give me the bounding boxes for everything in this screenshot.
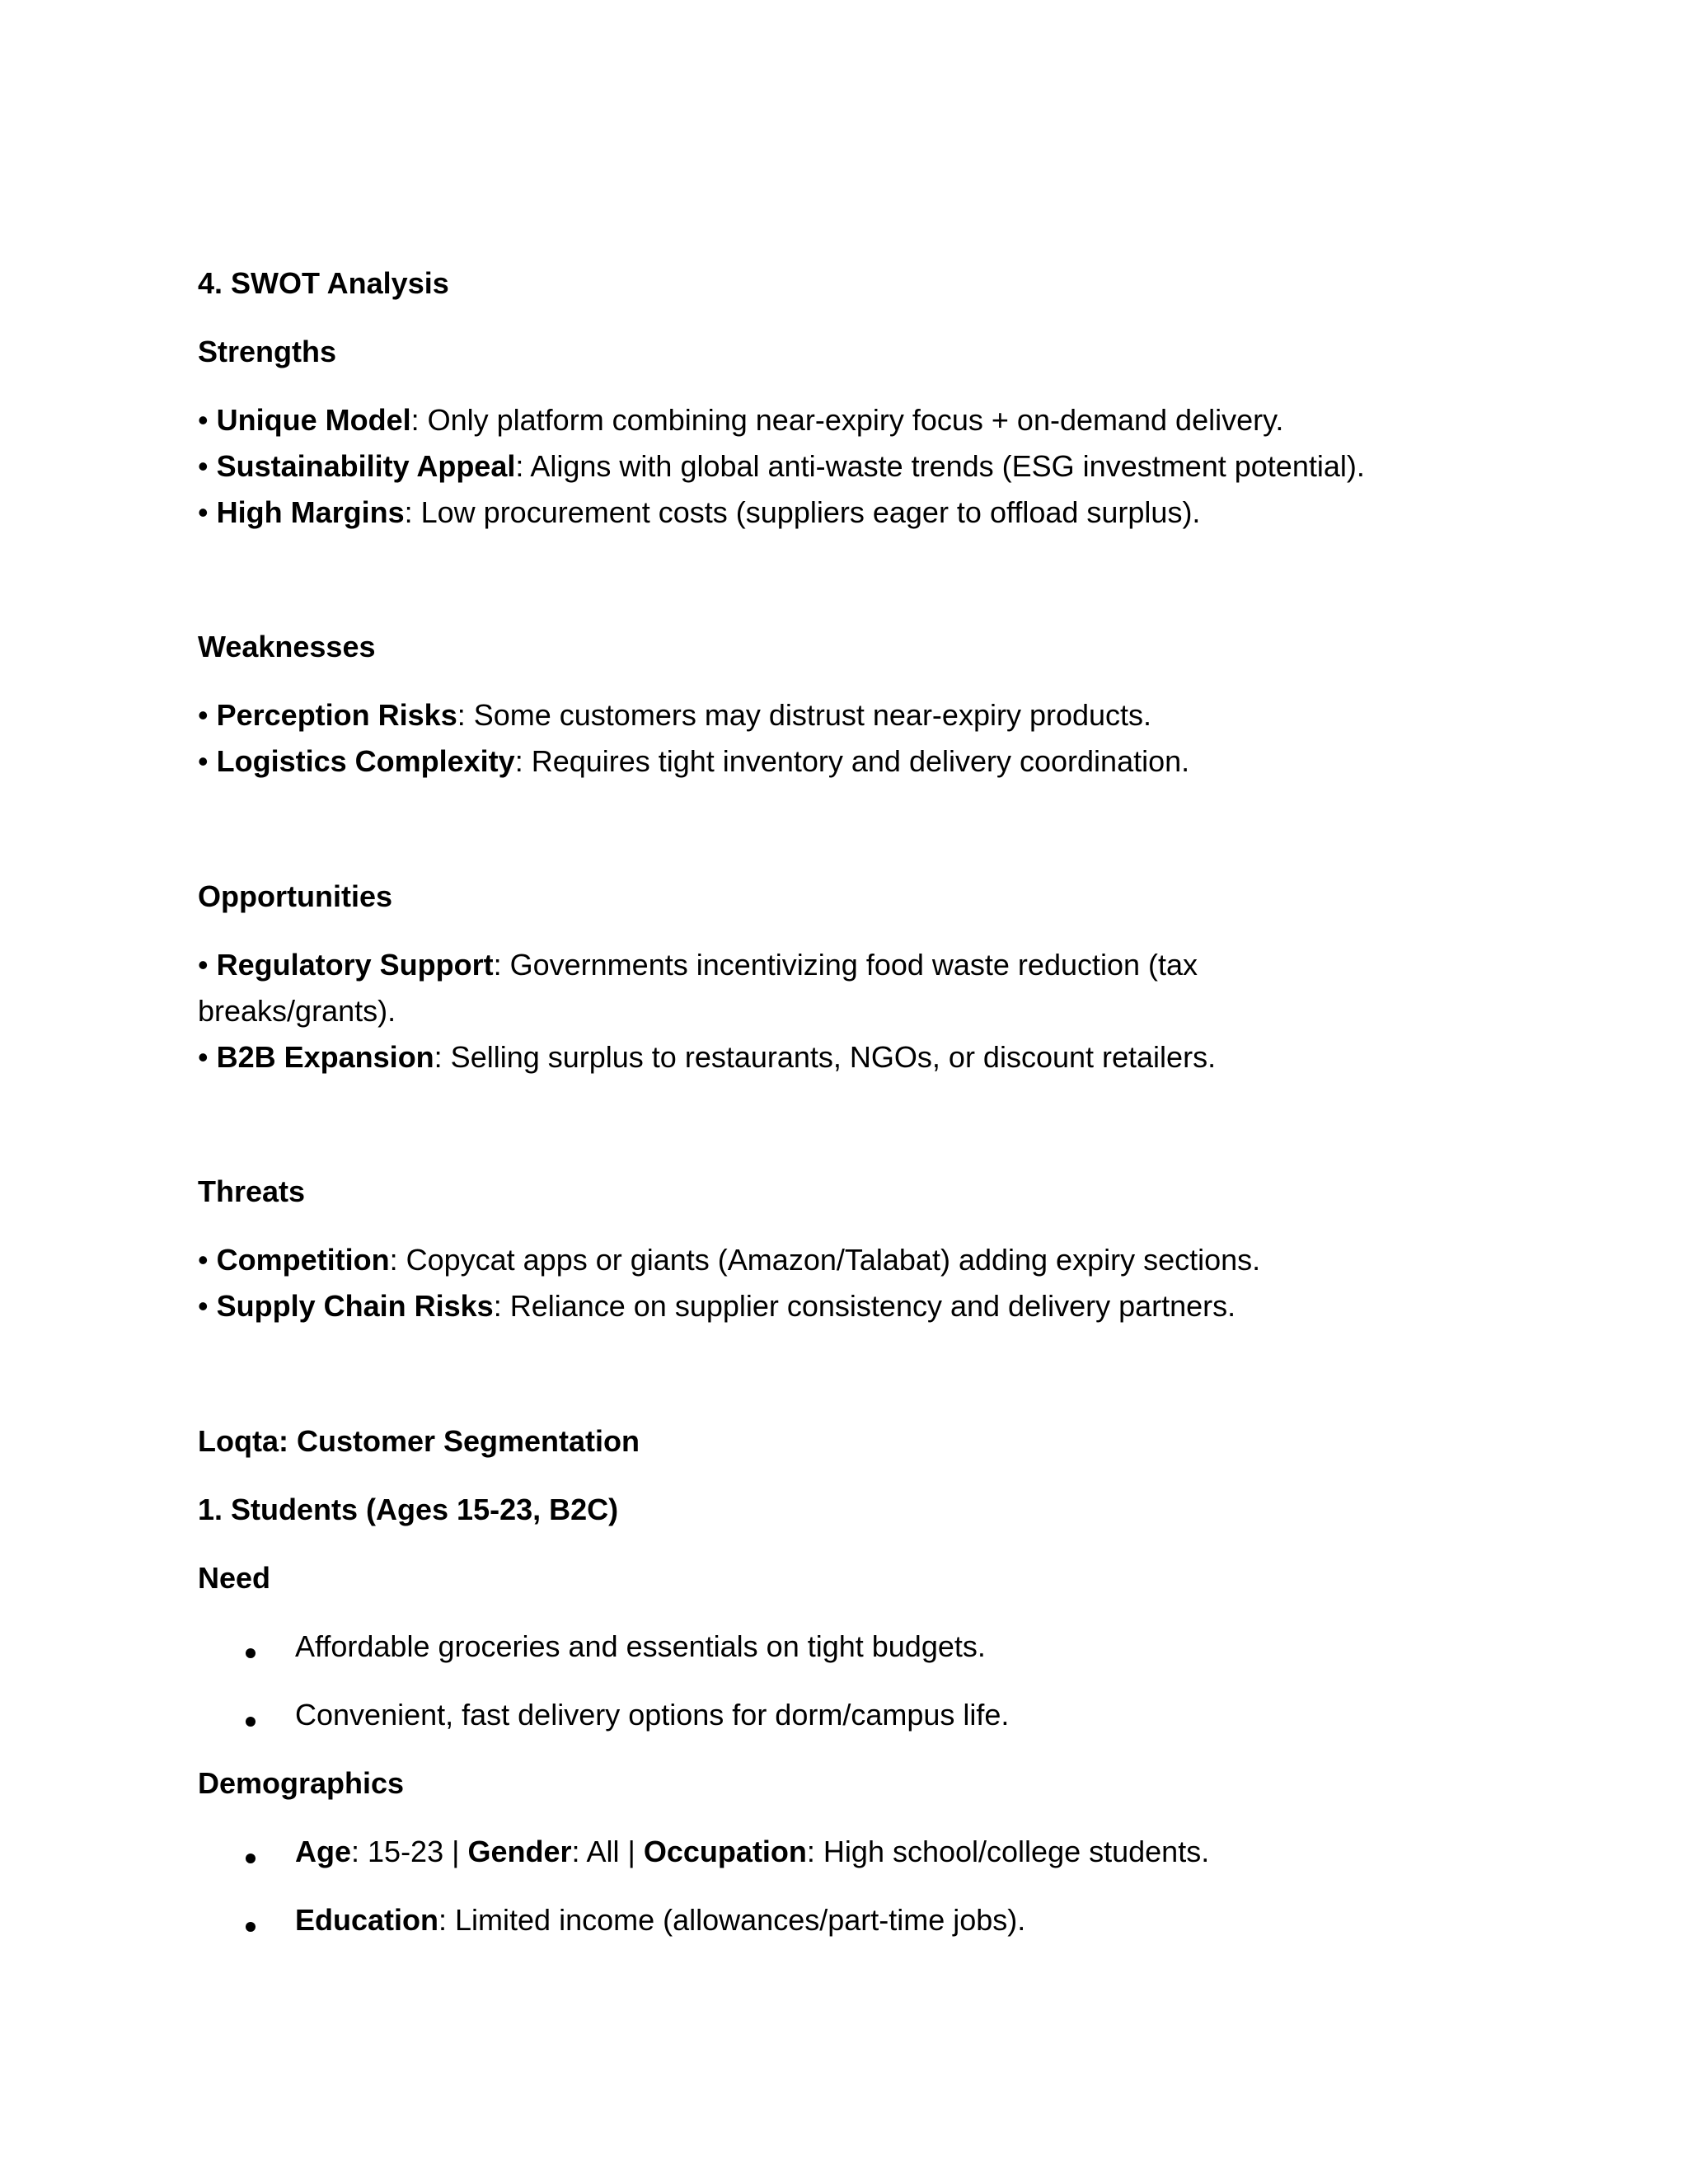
weakness-item: • Logistics Complexity: Requires tight inventory and delivery coordination.: [198, 744, 1190, 778]
opportunities-heading: Opportunities: [198, 879, 392, 913]
weakness-text: : Some customers may distrust near-expiry products.: [457, 698, 1152, 732]
gender-value: : All |: [571, 1835, 644, 1868]
age-label: Age: [295, 1835, 352, 1868]
demographics-item: [295, 1834, 1209, 1870]
opportunity-item-continuation: breaks/grants).: [198, 994, 396, 1028]
threats-heading: Threats: [198, 1174, 306, 1208]
opportunity-text: : Governments incentivizing food waste reduction (tax: [493, 948, 1198, 982]
bullet-icon: [246, 1854, 256, 1863]
opportunity-label: Regulatory Support: [216, 948, 494, 982]
weakness-item: • Perception Risks: Some customers may distrust near-expiry products.: [198, 698, 1152, 732]
opportunity-item: • Regulatory Support: Governments incentivizing food waste reduction (tax: [198, 948, 1198, 982]
strengths-heading: Strengths: [198, 335, 337, 368]
education-label: Education: [295, 1903, 439, 1937]
gender-label: Gender: [467, 1835, 572, 1868]
opportunity-label: B2B Expansion: [216, 1040, 434, 1074]
bullet-icon: [246, 1922, 256, 1932]
weaknesses-heading: Weaknesses: [198, 630, 376, 663]
bullet-icon: [246, 1648, 256, 1658]
strength-item: • High Margins: Low procurement costs (suppliers eager to offload surplus).: [198, 495, 1201, 529]
strength-text: : Only platform combining near-expiry focus + on-demand delivery.: [410, 403, 1284, 437]
threat-text: : Reliance on supplier consistency and delivery partners.: [493, 1289, 1236, 1323]
strength-label: High Margins: [216, 495, 405, 529]
occupation-label: Occupation: [643, 1835, 807, 1868]
need-heading: Need: [198, 1561, 271, 1595]
strength-item: • Sustainability Appeal: Aligns with global anti-waste trends (ESG investment potential).: [198, 449, 1365, 483]
need-item: Convenient, fast delivery options for dorm/campus life.: [295, 1698, 1010, 1732]
occupation-value: : High school/college students.: [806, 1835, 1210, 1868]
threat-label: Supply Chain Risks: [216, 1289, 494, 1323]
strength-item: • Unique Model: Only platform combining near-expiry focus + on-demand delivery.: [198, 403, 1284, 437]
section-title-swot: 4. SWOT Analysis: [198, 266, 449, 300]
education-value: : Limited income (allowances/part-time jobs).: [438, 1903, 1026, 1937]
demographics-heading: Demographics: [198, 1766, 405, 1800]
threat-item: • Competition: Copycat apps or giants (Amazon/Talabat) adding expiry sections.: [198, 1243, 1261, 1277]
need-item: Affordable groceries and essentials on tight budgets.: [295, 1629, 986, 1663]
threat-text: : Copycat apps or giants (Amazon/Talabat) adding expiry sections.: [389, 1243, 1261, 1277]
strength-label: Sustainability Appeal: [216, 449, 516, 483]
demographics-item: [295, 1902, 1025, 1938]
section-title-segmentation: Loqta: Customer Segmentation: [198, 1424, 640, 1458]
weakness-label: Perception Risks: [216, 698, 457, 732]
opportunity-item: • B2B Expansion: Selling surplus to restaurants, NGOs, or discount retailers.: [198, 1040, 1217, 1074]
threat-label: Competition: [216, 1243, 390, 1277]
segment-title: 1. Students (Ages 15-23, B2C): [198, 1493, 619, 1526]
age-value: : 15-23 |: [351, 1835, 468, 1868]
bullet-icon: [246, 1717, 256, 1727]
strength-text: : Low procurement costs (suppliers eager to offload surplus).: [404, 495, 1201, 529]
strength-text: : Aligns with global anti-waste trends (ESG investment potential).: [515, 449, 1365, 483]
threat-item: • Supply Chain Risks: Reliance on supplier consistency and delivery partners.: [198, 1289, 1236, 1323]
weakness-text: : Requires tight inventory and delivery coordination.: [514, 744, 1190, 778]
opportunity-text: : Selling surplus to restaurants, NGOs, or discount retailers.: [434, 1040, 1217, 1074]
weakness-label: Logistics Complexity: [216, 744, 515, 778]
strength-label: Unique Model: [216, 403, 411, 437]
